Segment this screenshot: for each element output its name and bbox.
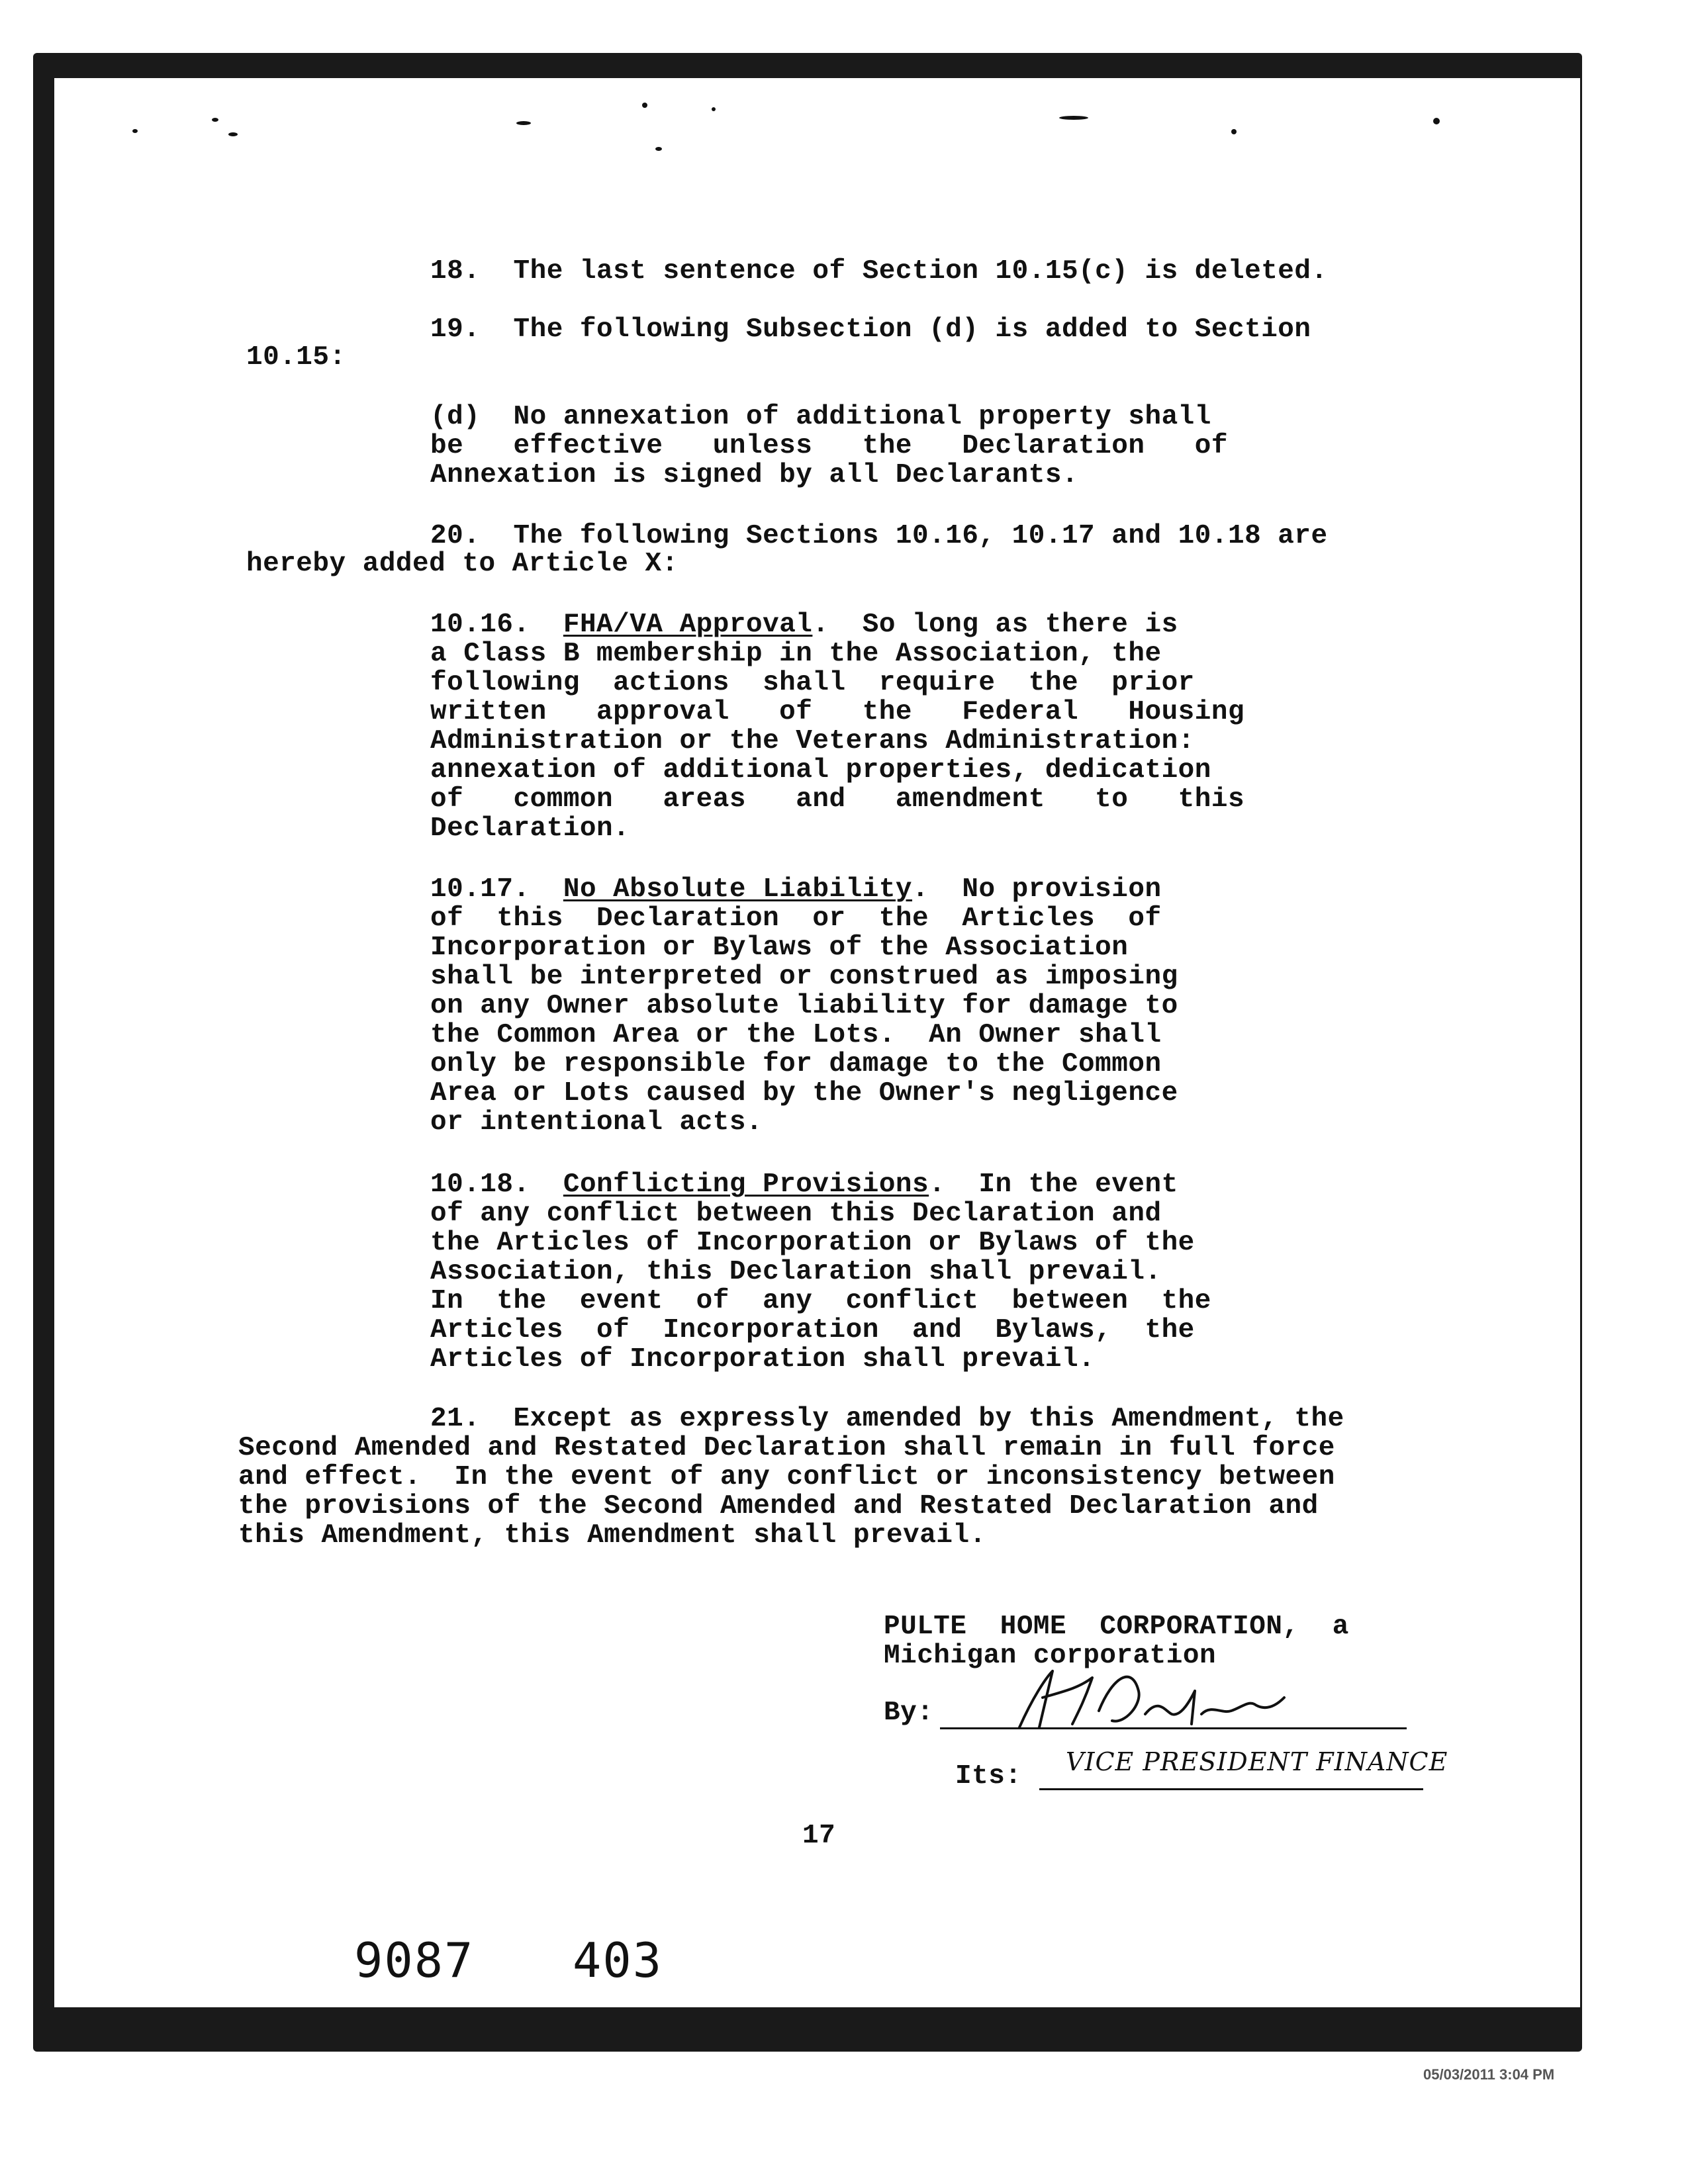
recording-number-left: 9087	[354, 1933, 475, 1988]
handwritten-signature	[993, 1651, 1311, 1737]
subsection-d-line: Annexation is signed by all Declarants.	[430, 460, 1079, 490]
section-line-text: . So long as there is	[812, 610, 1178, 640]
fax-timestamp: 05/03/2011 3:04 PM	[1423, 2066, 1555, 2083]
paragraph-21-line: the provisions of the Second Amended and Restated Declaration and	[238, 1491, 1319, 1522]
company-jurisdiction: Michigan corporation	[884, 1641, 1217, 1671]
subsection-d-line: (d) No annexation of additional property shall	[430, 402, 1211, 432]
by-label: By:	[884, 1698, 934, 1728]
scan-speck	[655, 147, 662, 151]
section-heading: FHA/VA Approval	[563, 610, 813, 640]
paragraph-21-line: this Amendment, this Amendment shall prevail.	[238, 1520, 986, 1551]
section-10-16-line: a Class B membership in the Association, the	[430, 639, 1162, 669]
section-number: 10.16.	[430, 610, 530, 640]
scan-speck	[516, 121, 531, 125]
section-10-17-line: or intentional acts.	[430, 1107, 763, 1138]
recording-number-right: 403	[573, 1933, 663, 1988]
section-10-16-line: Declaration.	[430, 813, 630, 844]
section-10-16-line: following actions shall require the prior	[430, 668, 1195, 698]
section-number: 10.17.	[430, 874, 530, 905]
section-10-17-line: only be responsible for damage to the Common	[430, 1049, 1162, 1079]
section-10-17-line: on any Owner absolute liability for damage to	[430, 991, 1178, 1021]
section-10-18-line: In the event of any conflict between the	[430, 1286, 1211, 1316]
paragraph-21-line: 21. Except as expressly amended by this Amendment, the	[430, 1404, 1344, 1434]
section-10-18-line: Articles of Incorporation shall prevail.	[430, 1344, 1096, 1375]
section-10-17-line: shall be interpreted or construed as imposing	[430, 962, 1178, 992]
section-10-17-first-line	[430, 875, 1162, 904]
section-10-17-line: Area or Lots caused by the Owner's negligence	[430, 1078, 1178, 1109]
section-number: 10.18.	[430, 1169, 530, 1200]
section-line-text: . In the event	[929, 1169, 1178, 1200]
section-10-18-first-line	[430, 1170, 1178, 1199]
subsection-d-line: be effective unless the Declaration of	[430, 431, 1228, 461]
paragraph-21-line: Second Amended and Restated Declaration shall remain in full force	[238, 1433, 1335, 1463]
section-heading: Conflicting Provisions	[563, 1169, 929, 1200]
scan-speck	[132, 129, 138, 133]
signer-title: VICE PRESIDENT FINANCE	[1066, 1747, 1448, 1776]
scan-speck	[712, 107, 716, 111]
paragraph-20-line: 20. The following Sections 10.16, 10.17 and 10.18 are	[430, 521, 1328, 551]
section-10-16-line: Administration or the Veterans Administration:	[430, 726, 1195, 756]
section-heading: No Absolute Liability	[563, 874, 913, 905]
page-number: 17	[802, 1821, 836, 1851]
section-10-18-line: of any conflict between this Declaration and	[430, 1199, 1162, 1229]
scan-speck	[228, 132, 238, 136]
section-10-18-line: Association, this Declaration shall prevail.	[430, 1257, 1162, 1287]
scan-speck	[642, 103, 647, 108]
title-line	[1039, 1788, 1423, 1790]
section-10-17-line: the Common Area or the Lots. An Owner shall	[430, 1020, 1162, 1050]
scan-speck	[1059, 116, 1088, 120]
section-10-16-line: annexation of additional properties, dedication	[430, 755, 1211, 786]
paragraph-19-line: 19. The following Subsection (d) is added to Section	[430, 314, 1311, 345]
scan-speck	[212, 118, 218, 122]
its-label: Its:	[955, 1761, 1022, 1792]
paragraph-19-line: 10.15:	[246, 342, 346, 373]
section-10-18-line: the Articles of Incorporation or Bylaws of the	[430, 1228, 1195, 1258]
company-name: PULTE HOME CORPORATION, a	[884, 1612, 1349, 1642]
section-10-16-line: written approval of the Federal Housing	[430, 697, 1245, 727]
paragraph-20-line: hereby added to Article X:	[246, 549, 679, 579]
section-10-16-first-line	[430, 610, 1178, 639]
paragraph-18: 18. The last sentence of Section 10.15(c) is deleted.	[430, 256, 1328, 287]
section-10-17-line: Incorporation or Bylaws of the Association	[430, 933, 1129, 963]
section-line-text: . No provision	[912, 874, 1162, 905]
section-10-18-line: Articles of Incorporation and Bylaws, the	[430, 1315, 1195, 1345]
section-10-17-line: of this Declaration or the Articles of	[430, 903, 1162, 934]
section-10-16-line: of common areas and amendment to this	[430, 784, 1245, 815]
scan-speck	[1433, 118, 1440, 124]
paragraph-21-line: and effect. In the event of any conflict or inconsistency between	[238, 1462, 1335, 1492]
scan-speck	[1231, 129, 1237, 134]
